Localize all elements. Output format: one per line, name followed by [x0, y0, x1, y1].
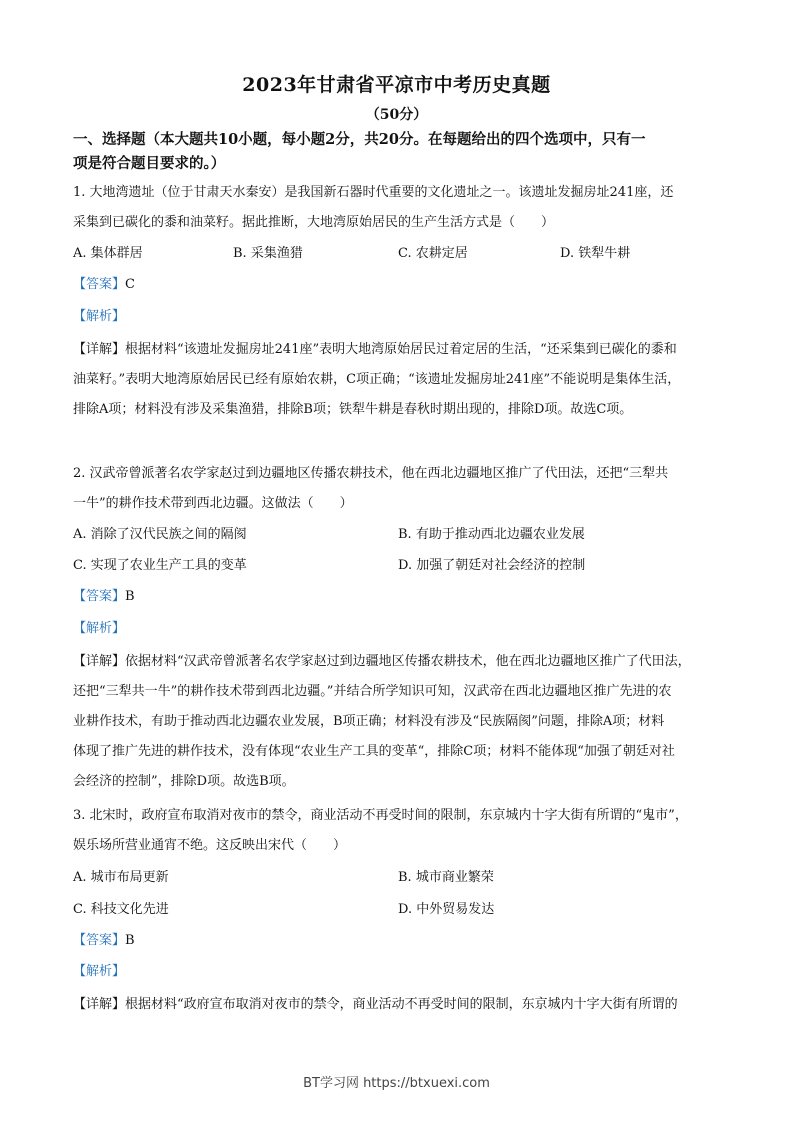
question-1-detail: 排除A项；材料没有涉及采集渔猎，排除B项；铁犁牛耕是春秋时期出现的，排除D项。故选C项。: [73, 402, 633, 417]
question-2-detail: 会经济的控制”，排除D项。故选B项。: [73, 774, 295, 789]
question-3-option-c: C. 科技文化先进: [73, 902, 169, 917]
analysis-tag: 【解析】: [73, 621, 126, 636]
detail-tag: 【详解】: [73, 654, 126, 669]
question-2-option-a: A. 消除了汉代民族之间的隔阂: [73, 527, 247, 542]
question-1-stem: 采集到已碳化的黍和油菜籽。据此推断，大地湾原始居民的生产生活方式是（ ）: [73, 215, 555, 230]
page-title: 2023年甘肃省平凉市中考历史真题: [242, 74, 551, 96]
section-heading-line: 一、选择题（本大题共10小题，每小题2分，共20分。在每题给出的四个选项中，只有一: [73, 131, 646, 148]
question-3-analysis: [73, 962, 723, 982]
question-1-detail: [73, 340, 723, 360]
question-3-option-d: D. 中外贸易发达: [398, 902, 495, 917]
answer-tag: 【答案】: [73, 277, 126, 292]
question-3-option-a: A. 城市布局更新: [73, 870, 169, 885]
question-1-detail: 油菜籽。”表明大地湾原始居民已经有原始农耕，C项正确；“该遗址发掘房址241座”不能说明是集体生活，: [73, 372, 681, 387]
question-2-option-d: D. 加强了朝廷对社会经济的控制: [398, 558, 586, 573]
detail-text: 根据材料“该遗址发掘房址241座”表明大地湾原始居民过着定居的生活，“还采集到已碳化的黍和: [125, 342, 677, 357]
analysis-tag: 【解析】: [73, 964, 126, 979]
detail-tag: 【详解】: [73, 997, 126, 1012]
detail-tag: 【详解】: [73, 342, 126, 357]
question-1-option-d: D. 铁犁牛耕: [560, 246, 631, 261]
question-2-option-c: C. 实现了农业生产工具的变革: [73, 558, 247, 573]
page-subtitle: （50分）: [365, 107, 428, 123]
question-3-stem: 3. 北宋时，政府宣布取消对夜市的禁令，商业活动不再受时间的限制，东京城内十字大街有所谓的“鬼市”，: [73, 808, 688, 823]
answer-value: B: [125, 589, 135, 604]
section-heading-line: 项是符合题目要求的。）: [73, 155, 226, 172]
question-1-analysis: [73, 307, 723, 327]
question-2-detail: 业耕作技术，有助于推动西北边疆农业发展，B项正确；材料没有涉及“民族隔阂”问题，排除A项；材料: [73, 714, 665, 729]
footer-watermark: BT学习网 https://btxuexi.com: [303, 1076, 490, 1091]
question-3-detail: [73, 995, 723, 1015]
question-2-detail: 还把“三犁共一牛”的耕作技术带到西北边疆。”并结合所学知识可知，汉武帝在西北边疆地区推广先进的农: [73, 684, 672, 699]
question-2-option-b: B. 有助于推动西北边疆农业发展: [398, 527, 585, 542]
question-2-analysis: [73, 619, 723, 639]
question-2-detail: [73, 652, 723, 672]
answer-tag: 【答案】: [73, 589, 126, 604]
question-3-answer: [73, 931, 723, 951]
question-3-option-b: B. 城市商业繁荣: [398, 870, 494, 885]
answer-value: C: [125, 277, 135, 292]
question-1-stem: 1. 大地湾遗址（位于甘肃天水秦安）是我国新石器时代重要的文化遗址之一。该遗址发掘房址241座，还: [73, 185, 674, 200]
question-1-option-c: C. 农耕定居: [398, 246, 468, 261]
question-2-answer: [73, 587, 723, 607]
question-2-detail: 体现了推广先进的耕作技术，没有体现“农业生产工具的变革“，排除C项；材料不能体现“加强了朝廷对社: [73, 744, 675, 759]
section-heading: [73, 128, 723, 176]
question-1-option-a: A. 集体群居: [73, 246, 143, 261]
answer-tag: 【答案】: [73, 933, 126, 948]
detail-text: 根据材料“政府宣布取消对夜市的禁令，商业活动不再受时间的限制，东京城内十字大街有所谓的: [125, 997, 678, 1012]
question-2-stem: 一牛”的耕作技术带到西北边疆。这做法（ ）: [73, 496, 353, 511]
analysis-tag: 【解析】: [73, 309, 126, 324]
detail-text: 依据材料“汉武帝曾派著名农学家赵过到边疆地区传播农耕技术，他在西北边疆地区推广了代田法，: [125, 654, 691, 669]
question-1-option-b: B. 采集渔猎: [233, 246, 303, 261]
question-3-stem: 娱乐场所营业通宵不绝。这反映出宋代（ ）: [73, 838, 347, 853]
question-2-stem: 2. 汉武帝曾派著名农学家赵过到边疆地区传播农耕技术，他在西北边疆地区推广了代田法，还把“三犁共: [73, 466, 669, 481]
question-1-answer: [73, 275, 723, 295]
answer-value: B: [125, 933, 135, 948]
